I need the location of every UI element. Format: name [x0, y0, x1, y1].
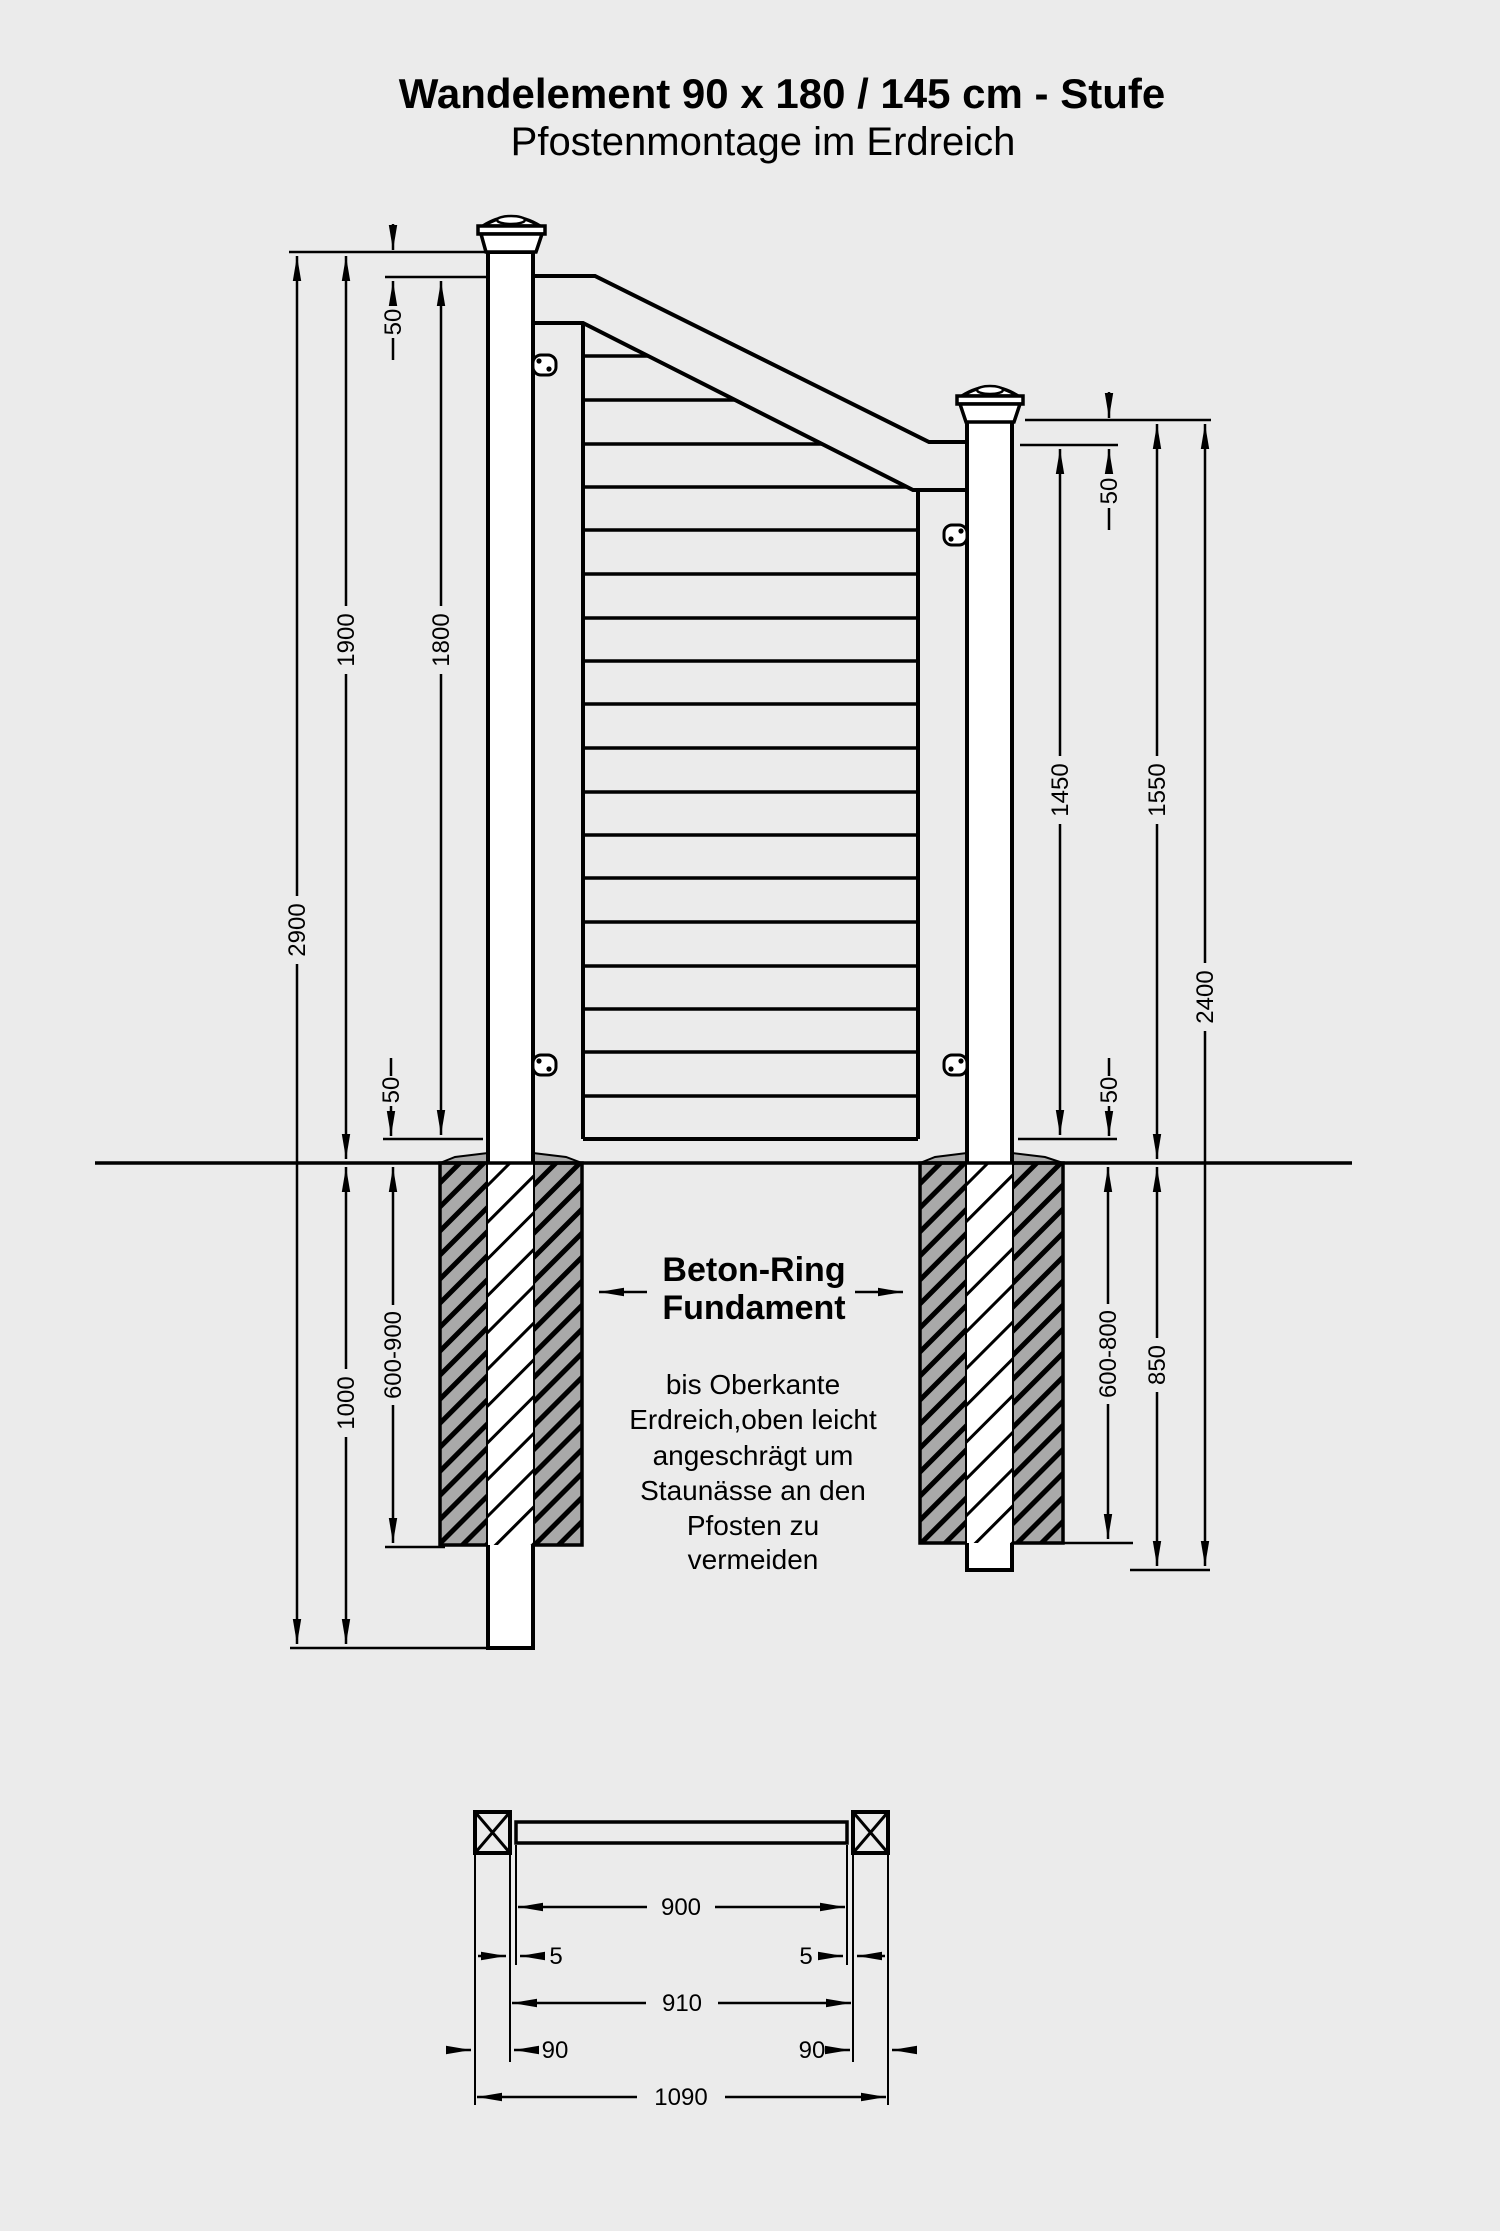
- dim-right-cap-offset: 50: [1096, 477, 1123, 505]
- note-heading-line2: Fundament: [662, 1289, 846, 1327]
- note-body-line: Staunässe an den: [640, 1475, 866, 1506]
- dim-left-above-ground: 1900: [333, 613, 360, 667]
- dim-plan-clear-span: 910: [661, 1990, 703, 2017]
- bracket-left-upper: [533, 355, 556, 375]
- dim-plan-panel-length: 900: [660, 1894, 702, 1921]
- dim-left-cap-offset: 50: [380, 308, 407, 336]
- dim-left-panel-height: 1800: [428, 613, 455, 667]
- dim-right-below-ground: 850: [1144, 1344, 1171, 1386]
- left-post-below-ground: [488, 1163, 533, 1545]
- dim-right-panel-height: 1450: [1047, 763, 1074, 817]
- bracket-left-lower: [533, 1055, 556, 1075]
- dim-left-foundation-depth: 600-900: [380, 1310, 407, 1400]
- dim-left-below-ground: 1000: [333, 1376, 360, 1430]
- right-post-below-ground: [967, 1163, 1012, 1543]
- bracket-right-upper: [944, 525, 967, 545]
- dim-left-total-height: 2900: [284, 903, 311, 957]
- note-body-line: angeschrägt um: [652, 1440, 854, 1471]
- dim-right-total-height: 2400: [1192, 970, 1219, 1024]
- note-body-line: vermeiden: [687, 1544, 819, 1575]
- dim-right-foundation-depth: 600-800: [1095, 1309, 1122, 1399]
- dim-right-above-ground: 1550: [1144, 763, 1171, 817]
- note-heading-line1: Beton-Ring: [662, 1251, 846, 1289]
- dim-plan-total-length: 1090: [654, 2084, 708, 2111]
- bracket-right-lower: [944, 1055, 967, 1075]
- page-subtitle: Pfostenmontage im Erdreich: [510, 120, 1016, 164]
- note-body-line: Erdreich,oben leicht: [629, 1404, 877, 1435]
- page-title: Wandelement 90 x 180 / 145 cm - Stufe: [398, 70, 1166, 117]
- dim-plan-post-width-left: 90: [541, 2037, 569, 2064]
- right-post-cap: [957, 386, 1023, 422]
- dim-left-ground-gap: 50: [378, 1076, 405, 1104]
- dim-plan-post-width-right: 90: [798, 2037, 826, 2064]
- left-post-cap: [478, 216, 545, 252]
- note-body-line: bis Oberkante: [665, 1369, 841, 1400]
- dim-plan-gap-right: 5: [799, 1943, 813, 1970]
- note-body-line: Pfosten zu: [686, 1510, 820, 1541]
- dim-plan-gap-left: 5: [549, 1943, 563, 1970]
- dim-right-ground-gap: 50: [1096, 1076, 1123, 1104]
